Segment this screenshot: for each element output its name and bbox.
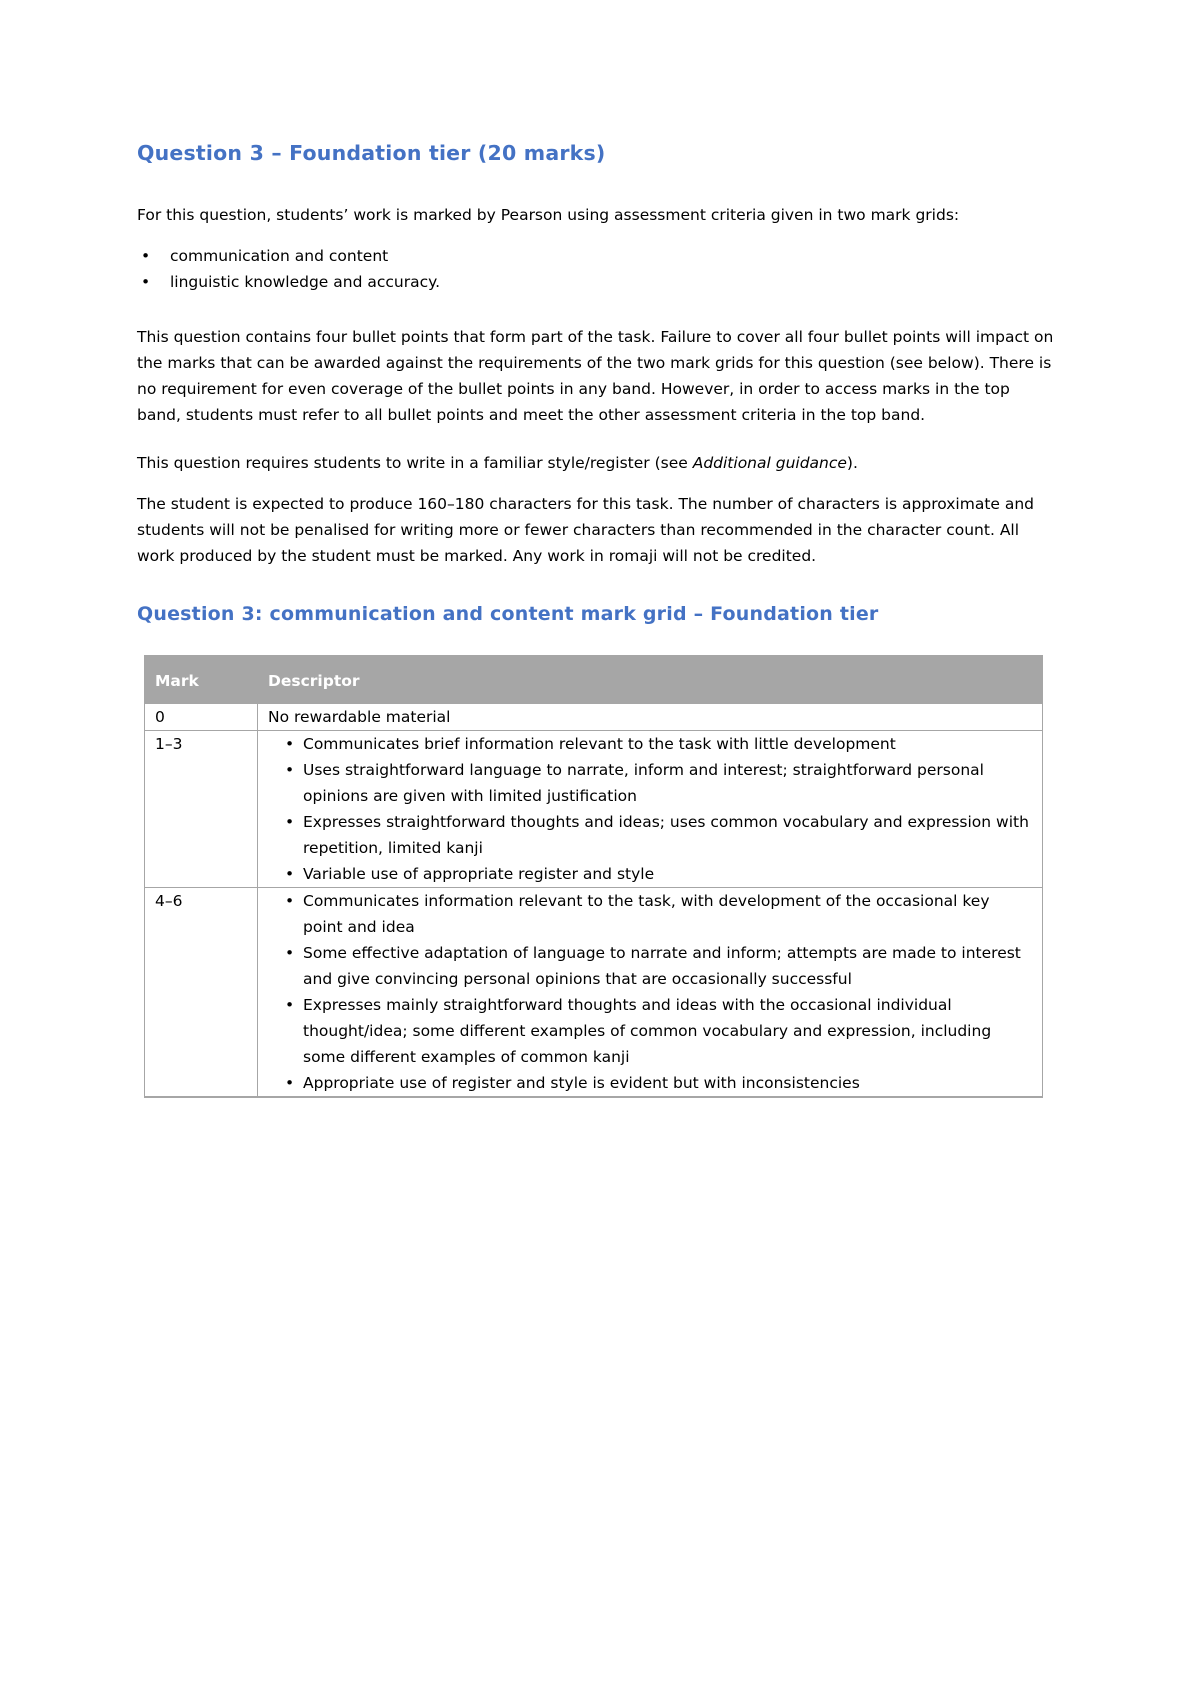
question-heading: Question 3 – Foundation tier (20 marks) <box>137 141 606 165</box>
mark-grid-heading: Question 3: communication and content mark grid – Foundation tier <box>137 603 879 625</box>
descriptor-cell <box>258 731 1043 888</box>
mark-grid-table <box>144 655 1043 1098</box>
style-register-paragraph <box>137 450 1056 476</box>
table-row <box>145 888 1043 1098</box>
descriptor-bullet: • Expresses straightforward thoughts and ideas; uses common vocabulary and expression with repetition, limited kanji <box>303 809 1032 861</box>
descriptor-bullet: • Some effective adaptation of language to narrate and inform; attempts are made to interest and give convincing personal opinions that are occasionally successful <box>303 940 1032 992</box>
table-header-row <box>145 656 1043 704</box>
bullet-points-paragraph: This question contains four bullet points that form part of the task. Failure to cover all four bullet points will impact on the marks that can be awarded against the requirements of the two mark grids for this question (see below). There is no requirement for even coverage of the bullet points in any band. However, in order to access marks in the top band, students must refer to all bullet points and meet the other assessment criteria in the top band. <box>137 328 1054 424</box>
intro-paragraph: For this question, students’ work is marked by Pearson using assessment criteria given in two mark grids: <box>137 206 960 224</box>
table-header-descriptor: Descriptor <box>258 656 1043 704</box>
page-content <box>137 140 1056 1098</box>
descriptor-bullet: • Communicates information relevant to the task, with development of the occasional key point and idea <box>303 888 1032 940</box>
mark-cell: 4–6 <box>145 888 258 1098</box>
paragraph-text: ). <box>846 454 858 472</box>
descriptor-bullet-list <box>268 888 1032 1096</box>
descriptor-bullet-list <box>268 731 1032 887</box>
mark-cell: 1–3 <box>145 731 258 888</box>
descriptor-cell <box>258 888 1043 1098</box>
descriptor-bullet: • Variable use of appropriate register and style <box>303 861 1032 887</box>
list-item: • communication and content <box>170 243 1056 269</box>
table-row <box>145 704 1043 731</box>
descriptor-bullet: • Appropriate use of register and style is evident but with inconsistencies <box>303 1070 1032 1096</box>
descriptor-bullet: • Expresses mainly straightforward thoughts and ideas with the occasional individual thought/idea; some different examples of common vocabulary and expression, including some different examples of common kanji <box>303 992 1032 1070</box>
mark-cell: 0 <box>145 704 258 731</box>
descriptor-bullet: • Uses straightforward language to narrate, inform and interest; straightforward personal opinions are given with limited justification <box>303 757 1032 809</box>
paragraph-text: This question requires students to write in a familiar style/register (see <box>137 454 693 472</box>
table-row <box>145 731 1043 888</box>
table-header-mark: Mark <box>145 656 258 704</box>
italic-reference: Additional guidance <box>692 454 847 472</box>
character-count-paragraph: The student is expected to produce 160–180 characters for this task. The number of characters is approximate and students will not be penalised for writing more or fewer characters than recommended in the character count. All work produced by the student must be marked. Any work in romaji will not be credited. <box>137 495 1035 565</box>
descriptor-cell: No rewardable material <box>258 704 1043 731</box>
mark-grids-list <box>137 243 1056 295</box>
list-item: • linguistic knowledge and accuracy. <box>170 269 1056 295</box>
descriptor-bullet: • Communicates brief information relevant to the task with little development <box>303 731 1032 757</box>
